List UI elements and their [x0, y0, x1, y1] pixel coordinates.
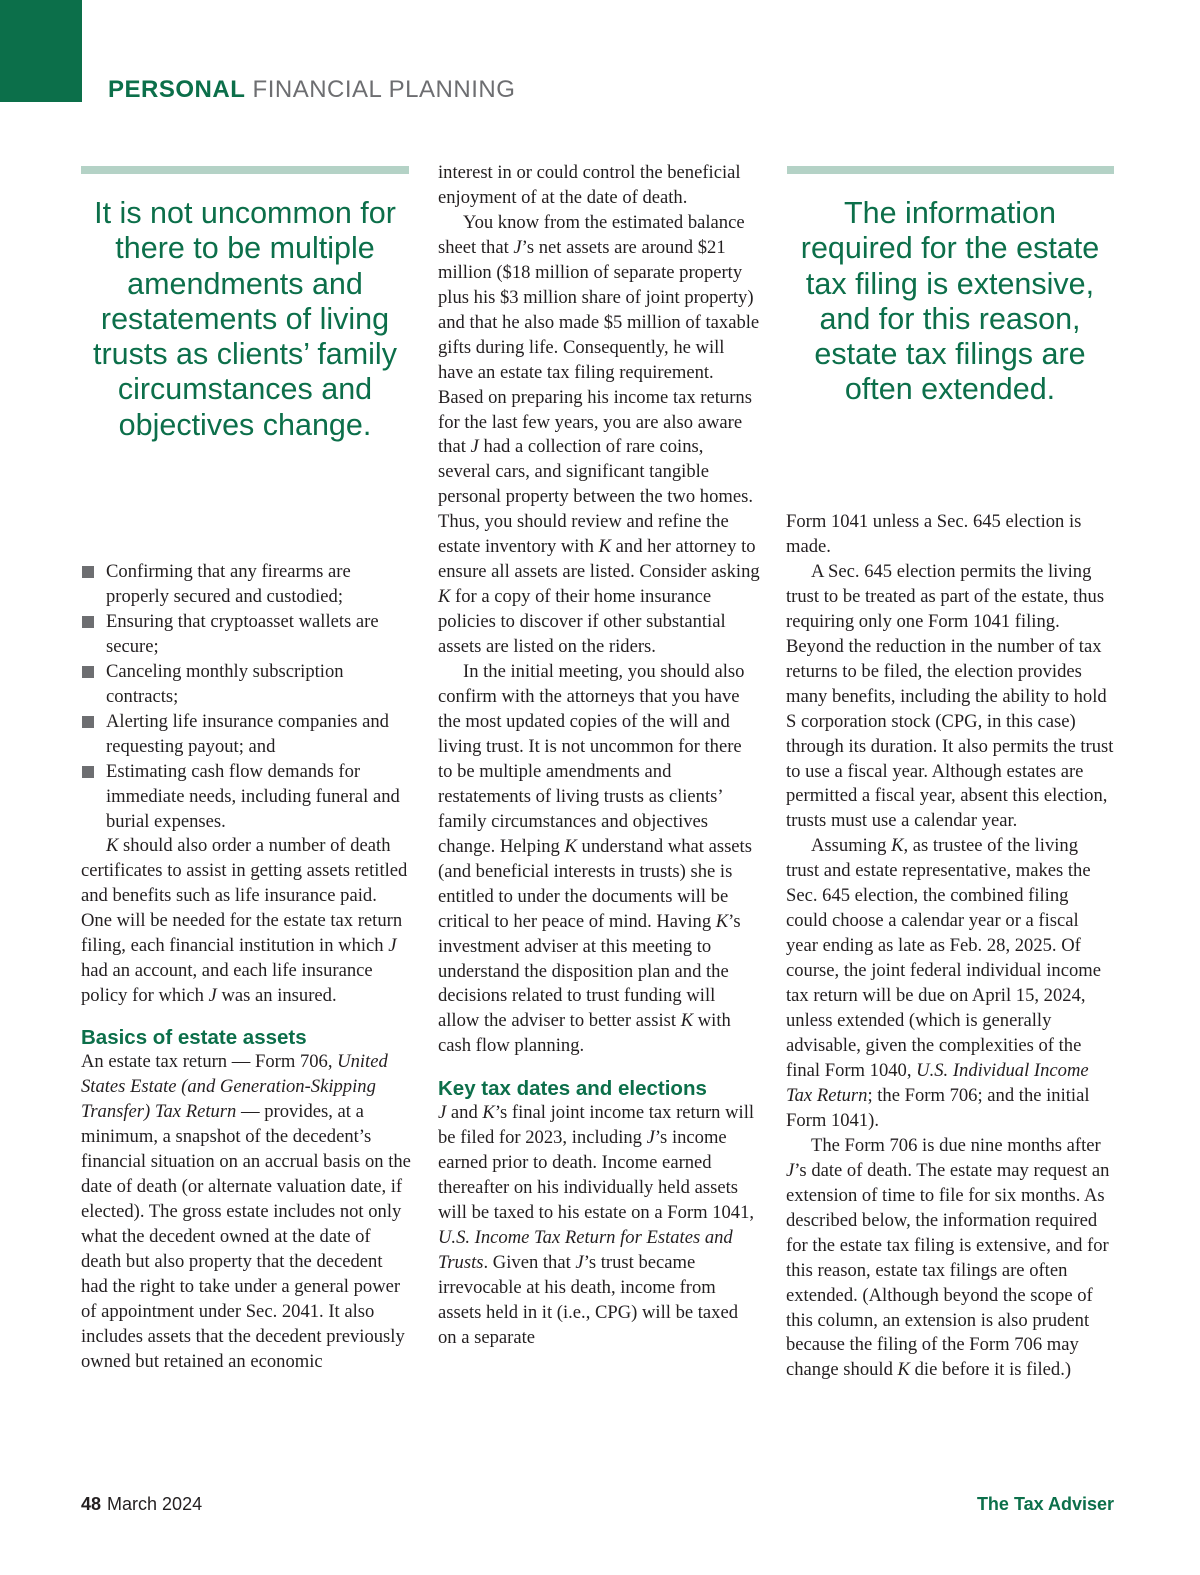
- square-bullet-icon: [82, 666, 94, 678]
- square-bullet-icon: [82, 766, 94, 778]
- square-bullet-icon: [82, 616, 94, 628]
- pullquote-right-bar: [787, 166, 1114, 174]
- list-item: Ensuring that cryptoasset wallets are secure;: [81, 610, 411, 660]
- subheading-key-tax-dates: Key tax dates and elections: [438, 1077, 707, 1101]
- column-2: [438, 161, 760, 1351]
- subheading-basics-of-estate-assets: Basics of estate assets: [81, 1026, 307, 1050]
- paragraph: interest in or could control the beneficial enjoyment of at the date of death.: [438, 162, 741, 208]
- section-header-bold: PERSONAL: [108, 76, 246, 103]
- list-item: Confirming that any firearms are properly secured and custodied;: [81, 560, 411, 610]
- section-header-light: FINANCIAL PLANNING: [252, 76, 516, 103]
- paragraph: A Sec. 645 election permits the living trust to be treated as part of the estate, thus requiring only one Form 1041 filing. Beyond the reduction in the number of tax returns to be filed, the election provides many benefits, including the ability to hold S corporation stock (CPG, in this case) through its duration. It also permits the trust to use a fiscal year. Although estates are permitted a fiscal year, absent this election, trusts must use a calendar year.: [786, 560, 1114, 832]
- list-item: Estimating cash flow demands for immediate needs, including funeral and burial expenses.: [81, 760, 411, 835]
- pullquote-left-bar: [81, 166, 409, 174]
- paragraph: You know from the estimated balance sheet that J’s net assets are around $21 million ($18 million of separate property plus his $3 million share of joint property) and that he also made $5 million of taxable gifts during life. Consequently, he will have an estate tax filing requirement. Based on preparing his income tax returns for the last few years, you are also aware that J had a collection of rare coins, several cars, and significant tangible personal property between the two homes. Thus, you should review and refine the estate inventory with K and her attorney to ensure all assets are listed. Consider asking K for a copy of their home insurance policies to discover if other substantial assets are listed on the riders.: [438, 211, 760, 658]
- paragraph: J and K’s final joint income tax return will be filed for 2023, including J’s income earned prior to death. Income earned thereafter on his individually held assets will be taxed to his estate on a Form 1041, U.S. Income Tax Return for Estates and Trusts. Given that J’s trust became irrevocable at his death, income from assets held in it (i.e., CPG) will be taxed on a separate: [438, 1102, 755, 1348]
- square-bullet-icon: [82, 566, 94, 578]
- paragraph: K should also order a number of death certificates to assist in getting assets retitled and benefits such as life insurance paid. One will be needed for the estate tax return filing, each financial institution in which J had an account, and each life insurance policy for which J was an insured.: [81, 835, 408, 1007]
- publication-name: The Tax Adviser: [976, 1494, 1114, 1514]
- section-header: [108, 76, 515, 104]
- paragraph: In the initial meeting, you should also confirm with the attorneys that you have the most updated copies of the will and living trust. It is not uncommon for there to be multiple amendments and restatements of living trusts as clients’ family circumstances and objectives change. Helping K understand what assets (and beneficial interests in trusts) she is entitled to under the documents will be critical to her peace of mind. Having K’s investment adviser at this meeting to understand the disposition plan and the decisions related to trust funding will allow the adviser to better assist K with cash flow planning.: [438, 661, 752, 1057]
- square-bullet-icon: [82, 716, 94, 728]
- paragraph: The Form 706 is due nine months after J’s date of death. The estate may request an extension of time to file for six months. As described below, the information required for the estate tax filing is extensive, and for this reason, estate tax filings are often extended. (Although beyond the scope of this column, an extension is also prudent because the filing of the Form 706 may change should K die before it is filed.): [786, 1134, 1110, 1381]
- paragraph: An estate tax return — Form 706, United States Estate (and Generation-Skipping Transfer) Tax Return — provides, at a minimum, a snapshot of the decedent’s financial situation on an accrual basis on the date of death (or alternate valuation date, if elected). The gross estate includes not only what the decedent owned at the date of death but also property that the decedent had the right to take under a general power of appointment under Sec. 2041. It also includes assets that the decedent previously owned but retained an economic: [81, 1051, 411, 1372]
- paragraph: Assuming K, as trustee of the living trust and estate representative, makes the Sec. 645 election, the combined filing could choose a calendar year or a fiscal year ending as late as Feb. 28, 2025. Of course, the joint federal individual income tax return will be due on April 15, 2024, unless extended (which is generally advisable, given the complexities of the final Form 1040, U.S. Individual Income Tax Return; the Form 706; and the initial Form 1041).: [786, 835, 1101, 1131]
- paragraph: Form 1041 unless a Sec. 645 election is made.: [786, 511, 1082, 557]
- column-3: [786, 510, 1114, 1383]
- pullquote-right: The information required for the estate tax filing is extensive, and for this reason, estate tax filings are often extended.: [800, 196, 1100, 407]
- footer-page-info: [81, 1494, 202, 1515]
- pullquote-left: It is not uncommon for there to be multiple amendments and restatements of living trusts as clients’ family circumstances and objectives change.: [93, 196, 397, 442]
- corner-accent-block: [0, 0, 82, 102]
- page-number: 48: [81, 1494, 102, 1514]
- issue-date: March 2024: [107, 1494, 203, 1514]
- column-1: [81, 560, 411, 1375]
- list-item: Alerting life insurance companies and requesting payout; and: [81, 710, 411, 760]
- list-item: Canceling monthly subscription contracts;: [81, 660, 411, 710]
- bullet-list: [81, 560, 411, 834]
